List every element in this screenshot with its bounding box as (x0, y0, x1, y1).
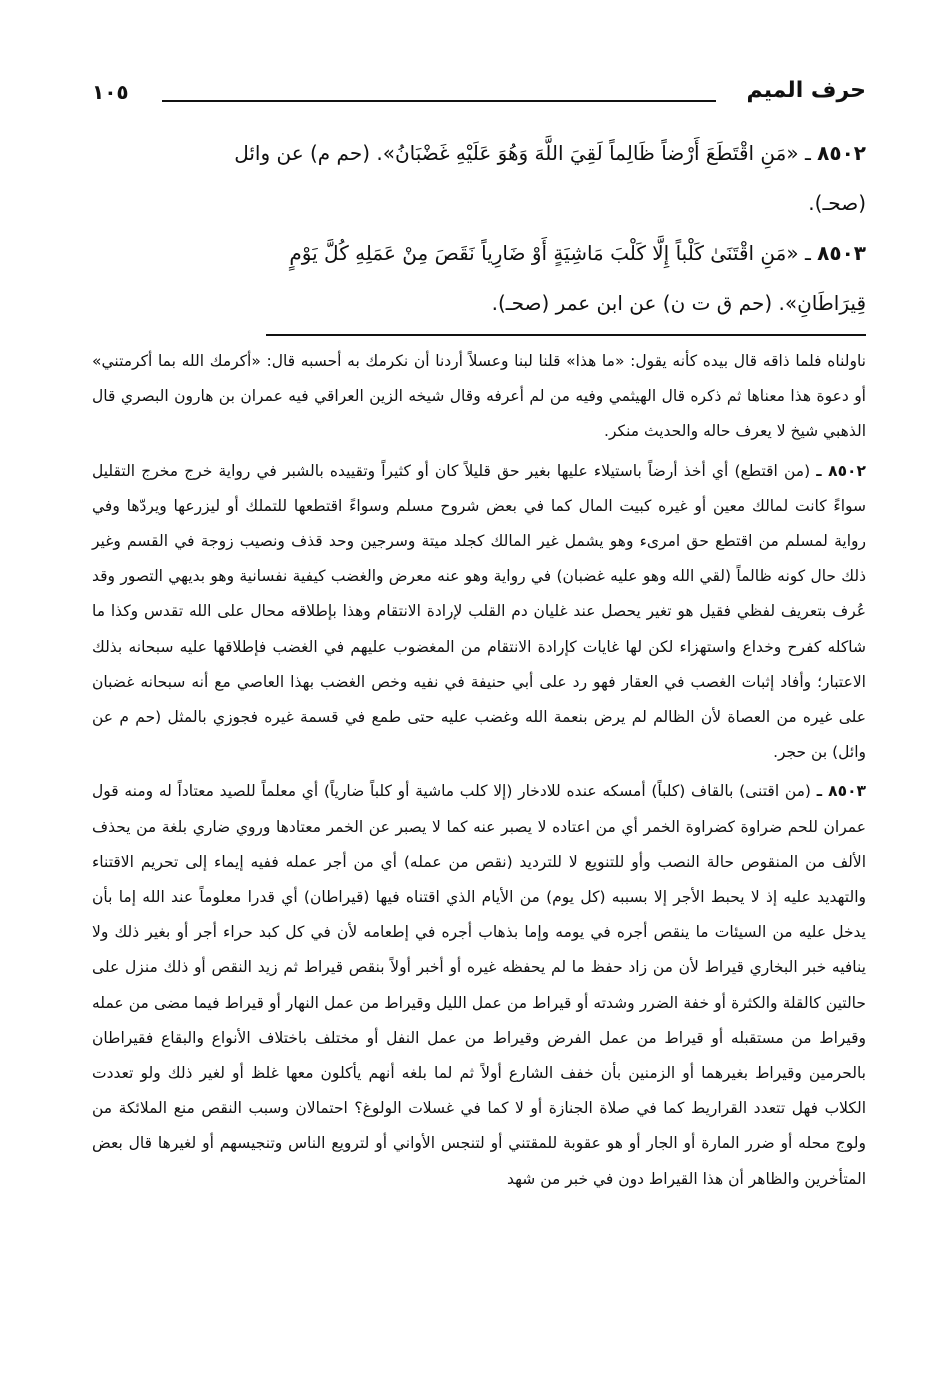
hadith-8503: ٨٥٠٣ ـ «مَنِ اقْتَنَىٰ كَلْباً إِلَّا كَلْبَ مَاشِيَةٍ أَوْ ضَارِياً نَقَصَ مِنْ عَمَلِهِ كُلَّ يَوْمٍ (289, 241, 866, 265)
page-number: ١٠٥ (92, 80, 129, 104)
commentary-number: ٨٥٠٣ ـ (816, 782, 866, 801)
commentary-text: (من اقتطع) أي أخذ أرضاً باستيلاء عليها بغير حق قليلاً كان أو كثيراً وتقييده بالشبر في رواية خرج مخرج التقليل سواءً كانت لمالك معين أو غيره كبيت المال كما في بعض شروح مسلم وسواءً اقتطعها للتملك أو ليزرعها ويردّها وفي رواية لمسلم من اقتطع حق امرىء وهو يشمل غير المالك كجلد ميتة وسرجين وحد قذف ونصيب زوجة في القسم وغير ذلك حال كونه ظالماً (لقي الله وهو عليه غضبان) في رواية وهو عنه معرض والغضب كيفية نفسانية وهو بديهي التصور وقد عُرف بتعريف لفظي فقيل هو تغير يحصل عند غليان دم القلب لإرادة الانتقام وهذا بإطلاقه محال على الله تقدس وكذا ما شاكله كفرح وخداع واستهزاء لكن لها غايات كإرادة الانتقام من المغضوب عليهم في الغضب فإطلاقها عليه سبحانه بذلك الاعتبار؛ وأفاد إثبات الغصب في العقار فهو رد على أبي حنيفة في نفيه وخص الغضب بهذا العاصي مع أنه سبحانه غضبان على غيره من العصاة لأن الظالم لم يرض بنعمة الله وغضب عليه حتى طمع في قسمة غيره فجوزي بالمثل (حم م عن وائل) بن حجر. (92, 461, 866, 762)
hadith-8502-grade (92, 178, 866, 228)
hadith-number: ٨٥٠٢ (817, 141, 866, 165)
header-rule (162, 100, 716, 102)
hadith-section (92, 128, 866, 328)
commentary-section (92, 344, 866, 1197)
commentary-8503 (92, 774, 866, 1196)
hadith-text: «مَنِ اقْتَنَىٰ كَلْباً إِلَّا كَلْبَ مَاشِيَةٍ أَوْ ضَارِياً نَقَصَ مِنْ عَمَلِهِ كُلَّ يَوْمٍ (289, 241, 799, 265)
chapter-title: حرف الميم (746, 78, 866, 103)
hadith-text-continued: قِيرَاطَانِ». (حم ق ت ن) عن ابن عمر (صحـ). (491, 291, 866, 315)
hadith-8502: ٨٥٠٢ ـ «مَنِ اقْتَطَعَ أَرْضاً ظَالِماً لَقِيَ اللَّهَ وَهُوَ عَلَيْهِ غَضْبَانُ». (حم م) عن وائل (234, 141, 866, 165)
commentary-intro: ناولناه فلما ذاقه قال بيده كأنه يقول: «ما هذا» قلنا لبنا وعسلاً أردنا أن نكرمك به أحسبه قال: «أكرمك الله بما أكرمتني» أو دعوة هذا معناها ثم ذكره قال الهيثمي وفيه من لم أعرفه وقال شيخه الزين العراقي فيه عمران بن هارون البصري قال الذهبي شيخ لا يعرف حاله والحديث منكر. (92, 352, 866, 441)
commentary-8502 (92, 454, 866, 771)
hadith-grade: (صحـ). (808, 191, 866, 215)
hadith-text: «مَنِ اقْتَطَعَ أَرْضاً ظَالِماً لَقِيَ اللَّهَ وَهُوَ عَلَيْهِ غَضْبَانُ». (حم م) عن وائل (234, 141, 799, 165)
footnote-divider (266, 334, 866, 336)
page-header (92, 70, 866, 110)
hadith-number: ٨٥٠٣ (817, 241, 866, 265)
commentary-number: ٨٥٠٢ ـ (816, 461, 866, 480)
hadith-8503-cont (92, 278, 866, 328)
commentary-text: (من اقتنى) بالقاف (كلباً) أمسكه عنده للادخار (إلا كلب ماشية أو كلباً ضارياً) أي معلماً للصيد معتاداً له ومنه قول عمران للحم ضراوة كضراوة الخمر أي من اعتاده لا يصبر عنه كما لا يصبر عن الخمر معتادها وروي ضاري بلغة من يحذف الألف من المنقوص حالة النصب وأو للتنويع لا للترديد (نقص من عمله) أي من أجر عمله ففيه إيماء إلى تحريم الاقتناء والتهديد عليه إذ لا يحبط الأجر إلا بسببه (كل يوم) من الأيام الذي اقتناه فيها (قيراطان) أي قدرا معلوماً عند الله إما بأن يدخل عليه من السيئات ما ينقص أجره في يومه وإما بذهاب أجره في إطعامه لأن في كل كبد حراء أجر أو بغير ذلك ولا ينافيه خبر البخاري قيراط لأن من زاد حفظ ما لم يحفظه غيره أو أخبر أولاً بنقص قيراط ثم زيد النقص أو ذلك منزل على حالتين كالقلة والكثرة أو خفة الضرر وشدته أو قيراط من عمل الليل وقيراط من عمل النهار أو قيراط فيما مضى من عمله وقيراط من مستقبله أو قيراط من عمل الفرض وقيراط من عمل النفل أو مختلف باختلاف الأنواع والبقاع فقيراطان بالحرمين وقيراط بغيرهما أو الزمنين بأن خفف الشارع أولاً ثم لما بلغه أنهم يأكلون معها غلظ أو لغير ذلك ولو تعددت الكلاب فهل تتعدد القراريط كما في صلاة الجنازة أو لا كما في غسلات الولوغ؟ احتمالان وسبب النقص منع الملائكة من ولوج محله أو ضرر المارة أو الجار أو هو عقوبة للمقتني أو لتنجس الأواني أو لترويع الناس وتنجيسهم أو لغيرها قال بعض المتأخرين والظاهر أن هذا القيراط دون في خبر من شهد (92, 782, 866, 1188)
